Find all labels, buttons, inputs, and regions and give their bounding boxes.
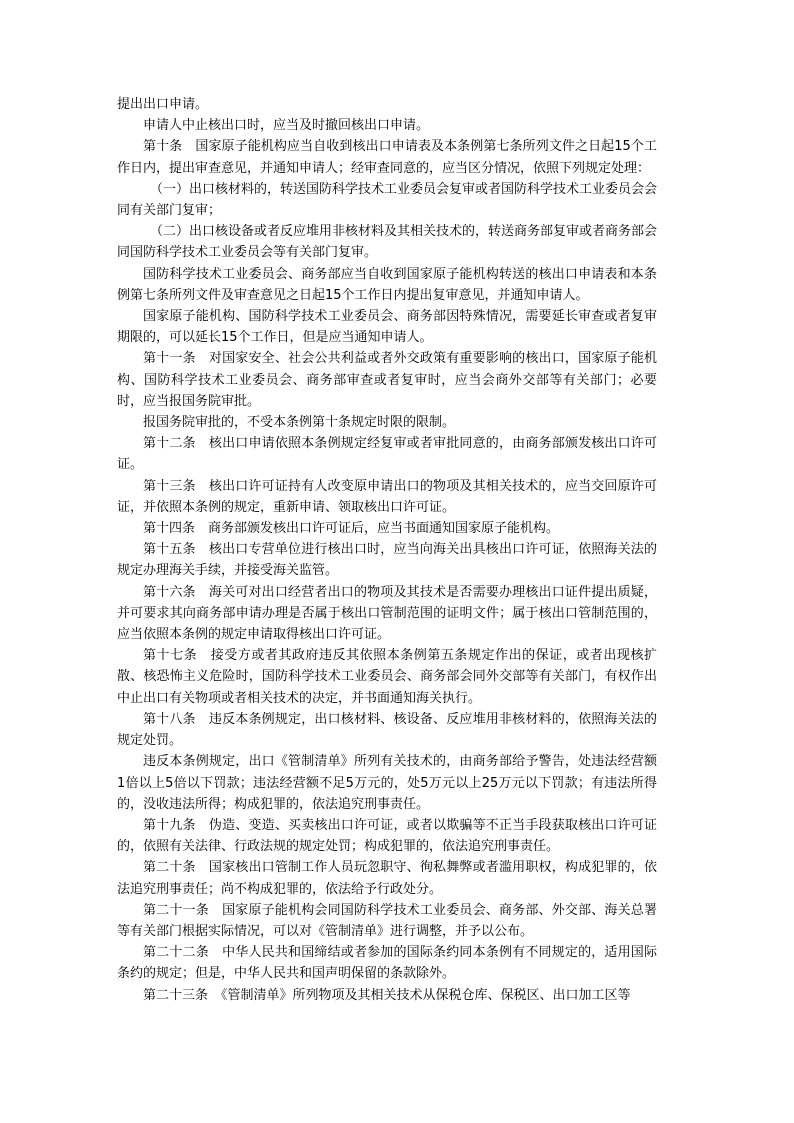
paragraph: 国防科学技术工业委员会、商务部应当自收到国家原子能机构转送的核出口申请表和本条例第七条所列文件及审查意见之日起15个工作日内提出复审意见，并通知申请人。	[117, 266, 657, 303]
paragraph: 第十一条 对国家安全、社会公共利益或者外交政策有重要影响的核出口，国家原子能机构、国防科学技术工业委员会、商务部审查或者复审时，应当会商外交部等有关部门；必要时，应当报国务院审批。	[117, 351, 657, 409]
document-body	[117, 94, 657, 1006]
paragraph: 第十三条 核出口许可证持有人改变原申请出口的物项及其相关技术的，应当交回原许可证，并依照本条例的规定，重新申请、领取核出口许可证。	[117, 478, 657, 515]
paragraph: 第十六条 海关可对出口经营者出口的物项及其技术是否需要办理核出口证件提出质疑，并可要求其向商务部申请办理是否属于核出口管制范围的证明文件；属于核出口管制范围的，应当依照本条例的规定申请取得核出口许可证。	[117, 584, 657, 643]
paragraph: 第十二条 核出口申请依照本条例规定经复审或者审批同意的，由商务部颁发核出口许可证。	[117, 436, 657, 473]
paragraph: （二）出口核设备或者反应堆用非核材料及其相关技术的，转送商务部复审或者商务部会同国防科学技术工业委员会等有关部门复审。	[117, 224, 658, 261]
paragraph: 第十四条 商务部颁发核出口许可证后，应当书面通知国家原子能机构。	[143, 521, 560, 537]
paragraph: 报国务院审批的，不受本条例第十条规定时限的限制。	[143, 415, 456, 431]
paragraph: 第十七条 接受方或者其政府违反其依照本条例第五条规定作出的保证，或者出现核扩散、核恐怖主义危险时，国防科学技术工业委员会、商务部会同外交部等有关部门，有权作出中止出口有关物项或者相关技术的决定，并书面通知海关执行。	[117, 648, 657, 706]
paragraph: 提出出口申请。	[117, 97, 209, 112]
paragraph: 第二十一条 国家原子能机构会同国防科学技术工业委员会、商务部、外交部、海关总署等有关部门根据实际情况，可以对《管制清单》进行调整，并予以公布。	[117, 902, 657, 939]
paragraph: 第十八条 违反本条例规定，出口核材料、核设备、反应堆用非核材料的，依照海关法的规定处罚。	[117, 711, 657, 749]
paragraph: 第二十三条 《管制清单》所列物项及其相关技术从保税仓库、保税区、出口加工区等	[143, 987, 631, 1003]
paragraph: 第十九条 伪造、变造、买卖核出口许可证，或者以欺骗等不正当手段获取核出口许可证的，依照有关法律、行政法规的规定处罚；构成犯罪的，依法追究刑事责任。	[117, 817, 657, 855]
paragraph: 第二十条 国家核出口管制工作人员玩忽职守、徇私舞弊或者滥用职权，构成犯罪的，依法追究刑事责任；尚不构成犯罪的，依法给予行政处分。	[117, 860, 657, 897]
paragraph: 违反本条例规定，出口《管制清单》所列有关技术的，由商务部给予警告，处违法经营额1倍以上5倍以下罚款；违法经营额不足5万元的，处5万元以上25万元以下罚款；有违法所得的，没收违法所得；构成犯罪的，依法追究刑事责任。	[117, 754, 657, 812]
paragraph: 第十五条 核出口专营单位进行核出口时，应当向海关出具核出口许可证，依照海关法的规定办理海关手续，并接受海关监管。	[117, 542, 657, 579]
paragraph: 第二十二条 中华人民共和国缔结或者参加的国际条约同本条例有不同规定的，适用国际条约的规定；但是，中华人民共和国声明保留的条款除外。	[117, 945, 657, 982]
paragraph: 第十条 国家原子能机构应当自收到核出口申请表及本条例第七条所列文件之日起15个工作日内，提出审查意见，并通知申请人；经审查同意的，应当区分情况，依照下列规定处理：	[117, 139, 657, 176]
paragraph: （一）出口核材料的，转送国防科学技术工业委员会复审或者国防科学技术工业委员会会同有关部门复审；	[117, 181, 658, 219]
paragraph: 国家原子能机构、国防科学技术工业委员会、商务部因特殊情况，需要延长审查或者复审期限的，可以延长15个工作日，但是应当通知申请人。	[117, 309, 657, 346]
paragraph: 申请人中止核出口时，应当及时撤回核出口申请。	[143, 118, 430, 134]
